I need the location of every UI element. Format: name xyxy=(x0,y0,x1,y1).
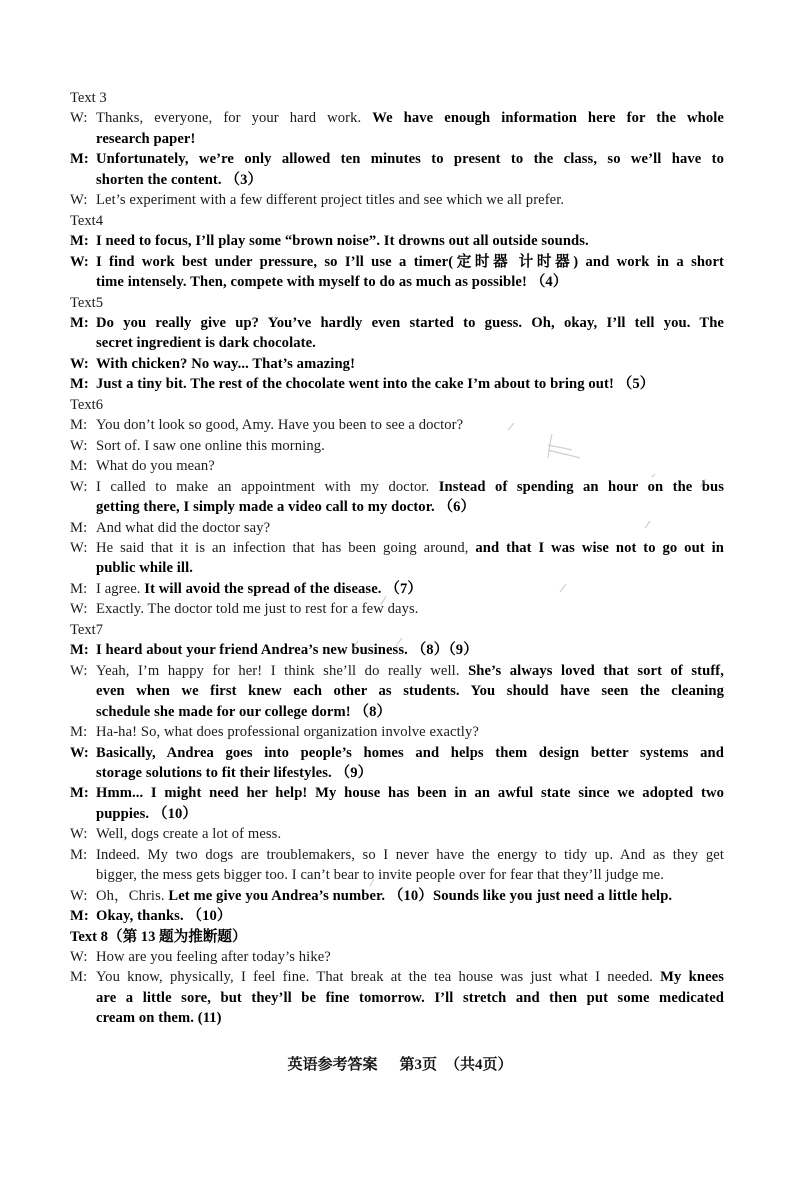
dialogue-row xyxy=(70,947,724,967)
dialogue-text: My knees xyxy=(660,969,725,986)
dialogue-row xyxy=(70,743,724,763)
dialogue-row xyxy=(70,518,724,538)
dialogue-text: Just a tiny bit. The rest of the chocolate went into the cake I’m about to bring out! （5） xyxy=(96,376,655,393)
dialogue-row xyxy=(70,415,724,435)
dialogue-text: I need to focus, I’ll play some “brown noise”. It drowns out all outside sounds. xyxy=(96,233,589,250)
speaker-label: M: xyxy=(70,642,89,659)
dialogue-text: I called to make an appointment with my doctor. xyxy=(96,478,439,495)
dialogue-text: Well, dogs create a lot of mess. xyxy=(96,826,282,843)
speaker-label: M: xyxy=(70,908,89,925)
speaker-label: M: xyxy=(70,580,88,597)
dialogue-text: storage solutions to fit their lifestyles. （9） xyxy=(96,764,373,781)
speaker-label: M: xyxy=(70,233,89,250)
dialogue-text: Basically, Andrea goes into people’s homes and helps them design better systems and xyxy=(96,744,724,761)
dialogue-text: even when we first knew each other as students. You should have seen the cleaning xyxy=(96,683,724,700)
dialogue-text: She’s always loved that sort of stuff, xyxy=(468,662,725,679)
dialogue-row xyxy=(70,824,724,844)
dialogue-text: secret ingredient is dark chocolate. xyxy=(96,335,316,352)
speaker-label: W: xyxy=(70,826,88,843)
dialogue-text: public while ill. xyxy=(96,560,193,577)
speaker-label: M: xyxy=(70,785,89,802)
dialogue-text: bigger, the mess gets bigger too. I can’t bear to invite people over for fear that they’ll judge me. xyxy=(96,867,664,884)
section-title: Text7 xyxy=(70,621,104,638)
dialogue-text: I find work best under pressure, so I’ll use a timer(定时器 计时器) and work in a short xyxy=(96,253,724,270)
speaker-label: W: xyxy=(70,887,88,904)
dialogue-text: Thanks, everyone, for your hard work. xyxy=(96,110,373,127)
speaker-label: M: xyxy=(70,519,88,536)
dialogue-row xyxy=(70,579,724,599)
dialogue-row xyxy=(70,190,724,210)
dialogue-row xyxy=(96,763,724,783)
dialogue-row xyxy=(70,374,724,394)
dialogue-row xyxy=(96,865,724,885)
dialogue-row xyxy=(70,313,724,333)
dialogue-row xyxy=(70,149,724,169)
dialogue-text: Yeah, I’m happy for her! I think she’ll do really well. xyxy=(96,662,469,679)
dialogue-row xyxy=(96,702,724,722)
dialogue-row xyxy=(96,129,724,149)
dialogue-text: Okay, thanks. （10） xyxy=(96,908,232,925)
dialogue-text: You know, physically, I feel fine. That break at the tea house was just what I needed. xyxy=(96,969,661,986)
footer-total-pages: （共4页） xyxy=(445,1057,513,1073)
dialogue-row xyxy=(70,456,724,476)
section-title: Text 8（第 13 题为推断题） xyxy=(70,928,247,945)
dialogue-row xyxy=(70,599,724,619)
dialogue-row xyxy=(70,967,724,987)
dialogue-text: Sort of. I saw one online this morning. xyxy=(96,437,325,454)
speaker-label: W: xyxy=(70,949,88,966)
section-title: Text 3 xyxy=(70,90,107,106)
speaker-label: M: xyxy=(70,846,88,863)
transcript xyxy=(70,88,724,1029)
dialogue-text: With chicken? No way... That’s amazing! xyxy=(96,355,356,372)
speaker-label: W: xyxy=(70,253,89,270)
dialogue-text: Instead of spending an hour on the bus xyxy=(438,478,724,495)
dialogue-text: And what did the doctor say? xyxy=(96,519,271,536)
speaker-label: W: xyxy=(70,539,88,556)
dialogue-row xyxy=(70,845,724,865)
speaker-label: M: xyxy=(70,314,89,331)
dialogue-text: and that I was wise not to go out in xyxy=(475,539,724,556)
footer-page-number: 第3页 xyxy=(399,1057,437,1073)
dialogue-text: Ha-ha! So, what does professional organization involve exactly? xyxy=(96,724,479,741)
speaker-label: W: xyxy=(70,601,88,618)
speaker-label: W: xyxy=(70,110,88,127)
speaker-label: W: xyxy=(70,192,88,209)
dialogue-text: Do you really give up? You’ve hardly even started to guess. Oh, okay, I’ll tell you. The xyxy=(96,314,724,331)
dialogue-text: Hmm... I might need her help! My house has been in an awful state since we adopted two xyxy=(96,785,724,802)
dialogue-text: puppies. （10） xyxy=(96,805,198,822)
speaker-label: W: xyxy=(70,744,89,761)
dialogue-row xyxy=(96,988,724,1008)
dialogue-row xyxy=(70,906,724,926)
dialogue-text: cream on them. (11) xyxy=(96,1010,222,1027)
dialogue-row xyxy=(96,497,724,517)
dialogue-row xyxy=(96,681,724,701)
speaker-label: W: xyxy=(70,662,88,679)
dialogue-row xyxy=(70,252,724,272)
dialogue-text: schedule she made for our college dorm! （8） xyxy=(96,703,392,720)
dialogue-text: research paper! xyxy=(96,130,196,147)
dialogue-text: Let me give you Andrea’s number. （10）Sounds like you just need a little help. xyxy=(168,887,673,904)
dialogue-text: It will avoid the spread of the disease. （7） xyxy=(144,580,423,597)
dialogue-text: I agree. xyxy=(96,580,145,597)
dialogue-row xyxy=(70,722,724,742)
speaker-label: W: xyxy=(70,355,89,372)
dialogue-row xyxy=(70,640,724,660)
dialogue-text: Indeed. My two dogs are troublemakers, so I never have the energy to tidy up. And as they get xyxy=(96,846,724,863)
dialogue-row xyxy=(96,558,724,578)
dialogue-text: I heard about your friend Andrea’s new business. （8）（9） xyxy=(96,642,478,659)
speaker-label: M: xyxy=(70,969,88,986)
page-footer xyxy=(0,1053,800,1074)
section-title: Text6 xyxy=(70,396,104,413)
dialogue-row xyxy=(70,108,724,128)
speaker-label: M: xyxy=(70,376,89,393)
dialogue-text: What do you mean? xyxy=(96,458,215,475)
dialogue-row xyxy=(70,886,724,906)
dialogue-row xyxy=(70,231,724,251)
speaker-label: W: xyxy=(70,478,88,495)
dialogue-text: You don’t look so good, Amy. Have you been to see a doctor? xyxy=(96,417,464,434)
speaker-label: W: xyxy=(70,437,88,454)
dialogue-text: Let’s experiment with a few different project titles and see which we all prefer. xyxy=(96,192,565,209)
dialogue-row xyxy=(96,170,724,190)
dialogue-row xyxy=(70,436,724,456)
dialogue-row xyxy=(96,804,724,824)
dialogue-text: getting there, I simply made a video call to my doctor. （6） xyxy=(96,499,476,516)
dialogue-text: He said that it is an infection that has been going around, xyxy=(96,539,476,556)
dialogue-text: shorten the content. （3） xyxy=(96,171,263,188)
speaker-label: M: xyxy=(70,151,89,168)
dialogue-text: Oh，Chris. xyxy=(96,887,169,904)
section-title: Text4 xyxy=(70,212,104,229)
dialogue-text: How are you feeling after today’s hike? xyxy=(96,949,331,966)
speaker-label: M: xyxy=(70,724,88,741)
dialogue-row xyxy=(70,783,724,803)
dialogue-row xyxy=(96,333,724,353)
dialogue-row xyxy=(70,354,724,374)
dialogue-text: We have enough information here for the whole xyxy=(372,110,724,127)
dialogue-text: are a little sore, but they’ll be fine tomorrow. I’ll stretch and then put some medicated xyxy=(96,989,724,1006)
speaker-label: M: xyxy=(70,458,88,475)
dialogue-text: Unfortunately, we’re only allowed ten minutes to present to the class, so we’ll have to xyxy=(96,151,724,168)
speaker-label: M: xyxy=(70,417,88,434)
dialogue-row xyxy=(70,477,724,497)
dialogue-text: time intensely. Then, compete with myself to do as much as possible! （4） xyxy=(96,274,568,291)
dialogue-row xyxy=(96,1008,724,1028)
footer-doc-title: 英语参考答案 xyxy=(287,1057,378,1073)
dialogue-row xyxy=(70,538,724,558)
dialogue-row xyxy=(70,661,724,681)
dialogue-row xyxy=(96,272,724,292)
section-title: Text5 xyxy=(70,294,104,311)
dialogue-text: Exactly. The doctor told me just to rest for a few days. xyxy=(96,601,419,618)
